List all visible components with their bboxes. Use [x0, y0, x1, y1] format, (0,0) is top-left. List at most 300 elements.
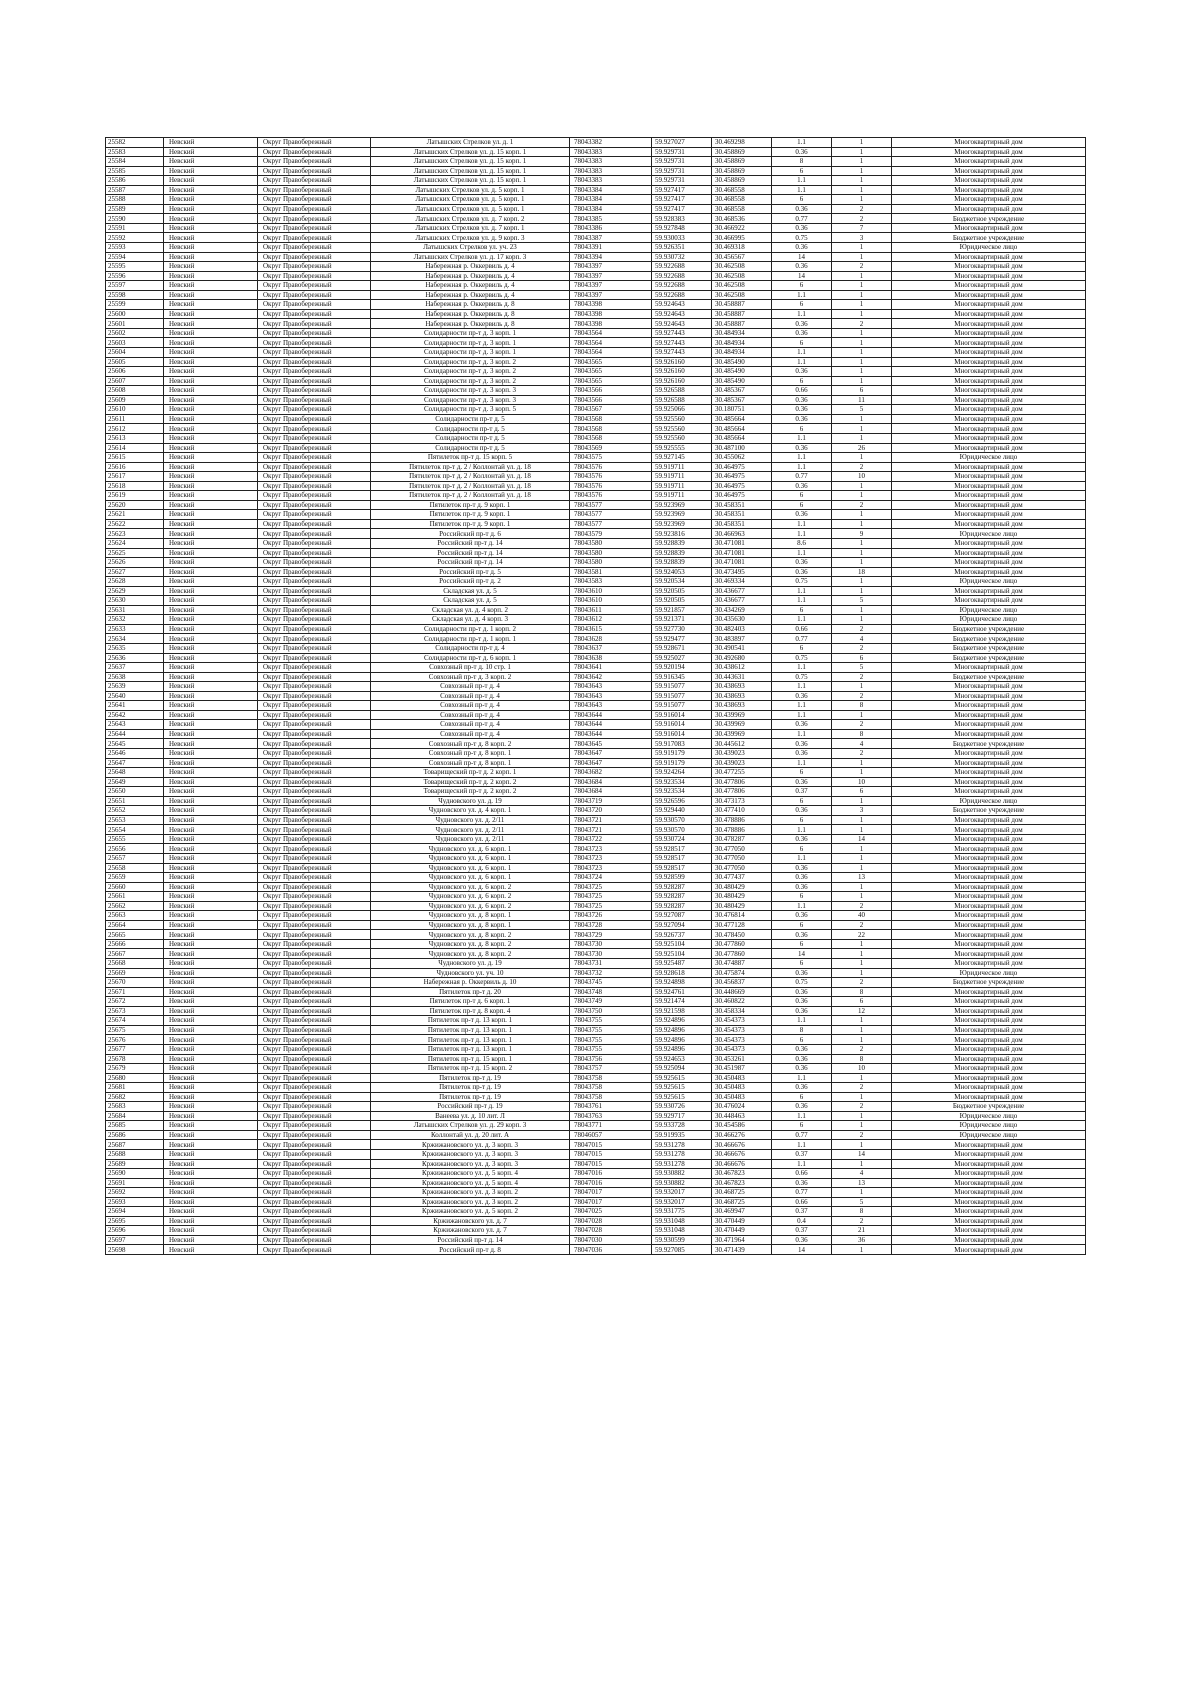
object-type-cell: Многоквартирный дом — [892, 854, 1086, 864]
object-code-cell: 78043397 — [570, 281, 652, 291]
table-row — [106, 1235, 1086, 1245]
row-number-cell: 25632 — [106, 615, 164, 625]
district-cell: Невский — [164, 949, 258, 959]
address-cell: Совхозный пр-т д. 4 — [371, 691, 570, 701]
table-row — [106, 510, 1086, 520]
municipal-okrug-cell: Округ Правобережный — [258, 643, 371, 653]
municipal-okrug-cell: Округ Правобережный — [258, 834, 371, 844]
count-cell: 4 — [832, 1169, 892, 1179]
district-cell: Невский — [164, 405, 258, 415]
latitude-cell: 59.927443 — [652, 338, 712, 348]
longitude-cell: 30.439969 — [712, 710, 772, 720]
latitude-cell: 59.924053 — [652, 567, 712, 577]
object-code-cell: 78047017 — [570, 1188, 652, 1198]
table-row — [106, 691, 1086, 701]
longitude-cell: 30.478886 — [712, 815, 772, 825]
object-code-cell: 78043564 — [570, 338, 652, 348]
object-code-cell: 78043568 — [570, 433, 652, 443]
object-code-cell: 78047015 — [570, 1140, 652, 1150]
district-cell: Невский — [164, 309, 258, 319]
longitude-cell: 30.477806 — [712, 787, 772, 797]
object-type-cell: Многоквартирный дом — [892, 176, 1086, 186]
count-cell: 2 — [832, 319, 892, 329]
capacity-cell: 0.66 — [772, 386, 832, 396]
longitude-cell: 30.468558 — [712, 185, 772, 195]
object-code-cell: 78043647 — [570, 758, 652, 768]
capacity-cell: 0.36 — [772, 739, 832, 749]
longitude-cell: 30.438693 — [712, 701, 772, 711]
capacity-cell: 0.36 — [772, 223, 832, 233]
address-cell: Совхозный пр-т д. 4 — [371, 701, 570, 711]
table-row — [106, 978, 1086, 988]
municipal-okrug-cell: Округ Правобережный — [258, 1092, 371, 1102]
table-row — [106, 1083, 1086, 1093]
object-type-cell: Многоквартирный дом — [892, 930, 1086, 940]
longitude-cell: 30.483897 — [712, 634, 772, 644]
municipal-okrug-cell: Округ Правобережный — [258, 901, 371, 911]
object-type-cell: Многоквартирный дом — [892, 538, 1086, 548]
object-type-cell: Юридическое лицо — [892, 796, 1086, 806]
object-type-cell: Многоквартирный дом — [892, 729, 1086, 739]
count-cell: 4 — [832, 634, 892, 644]
district-cell: Невский — [164, 1016, 258, 1026]
row-number-cell: 25646 — [106, 749, 164, 759]
municipal-okrug-cell: Округ Правобережный — [258, 892, 371, 902]
object-type-cell: Многоквартирный дом — [892, 825, 1086, 835]
longitude-cell: 30.458869 — [712, 157, 772, 167]
latitude-cell: 59.928839 — [652, 538, 712, 548]
address-cell: Чудновского ул. д. 6 корп. 2 — [371, 882, 570, 892]
object-code-cell: 78043565 — [570, 367, 652, 377]
table-row — [106, 1207, 1086, 1217]
municipal-okrug-cell: Округ Правобережный — [258, 1216, 371, 1226]
address-cell: Латышских Стрелков ул. д. 5 корп. 1 — [371, 185, 570, 195]
address-cell: Кржижановского ул. д. 5 корп. 4 — [371, 1178, 570, 1188]
row-number-cell: 25623 — [106, 529, 164, 539]
object-type-cell: Многоквартирный дом — [892, 682, 1086, 692]
table-row — [106, 300, 1086, 310]
district-cell: Невский — [164, 863, 258, 873]
object-type-cell: Многоквартирный дом — [892, 1235, 1086, 1245]
object-type-cell: Многоквартирный дом — [892, 959, 1086, 969]
count-cell: 2 — [832, 1130, 892, 1140]
longitude-cell: 30.484934 — [712, 328, 772, 338]
table-row — [106, 558, 1086, 568]
address-cell: Совхозный пр-т д. 3 корп. 2 — [371, 672, 570, 682]
object-type-cell: Многоквартирный дом — [892, 138, 1086, 148]
object-type-cell: Многоквартирный дом — [892, 204, 1086, 214]
municipal-okrug-cell: Округ Правобережный — [258, 624, 371, 634]
latitude-cell: 59.925615 — [652, 1092, 712, 1102]
count-cell: 5 — [832, 596, 892, 606]
capacity-cell: 1.1 — [772, 825, 832, 835]
object-type-cell: Бюджетное учреждение — [892, 1102, 1086, 1112]
longitude-cell: 30.471964 — [712, 1235, 772, 1245]
longitude-cell: 30.466963 — [712, 529, 772, 539]
longitude-cell: 30.482403 — [712, 624, 772, 634]
capacity-cell: 0.36 — [772, 405, 832, 415]
object-code-cell: 78043730 — [570, 949, 652, 959]
row-number-cell: 25630 — [106, 596, 164, 606]
count-cell: 1 — [832, 825, 892, 835]
object-type-cell: Многоквартирный дом — [892, 920, 1086, 930]
object-code-cell: 78043382 — [570, 138, 652, 148]
municipal-okrug-cell: Округ Правобережный — [258, 691, 371, 701]
longitude-cell: 30.476814 — [712, 911, 772, 921]
row-number-cell: 25653 — [106, 815, 164, 825]
object-type-cell: Многоквартирный дом — [892, 558, 1086, 568]
capacity-cell: 0.36 — [772, 1178, 832, 1188]
capacity-cell: 0.36 — [772, 319, 832, 329]
row-number-cell: 25668 — [106, 959, 164, 969]
latitude-cell: 59.925104 — [652, 939, 712, 949]
address-cell: Солидарности пр-т д. 6 корп. 1 — [371, 653, 570, 663]
object-code-cell: 78043755 — [570, 1035, 652, 1045]
longitude-cell: 30.462508 — [712, 262, 772, 272]
district-cell: Невский — [164, 1159, 258, 1169]
district-cell: Невский — [164, 997, 258, 1007]
municipal-okrug-cell: Округ Правобережный — [258, 939, 371, 949]
district-cell: Невский — [164, 357, 258, 367]
district-cell: Невский — [164, 1073, 258, 1083]
capacity-cell: 0.36 — [772, 443, 832, 453]
latitude-cell: 59.926737 — [652, 930, 712, 940]
object-type-cell: Юридическое лицо — [892, 529, 1086, 539]
district-cell: Невский — [164, 204, 258, 214]
count-cell: 1 — [832, 949, 892, 959]
row-number-cell: 25621 — [106, 510, 164, 520]
capacity-cell: 1.1 — [772, 729, 832, 739]
count-cell: 1 — [832, 558, 892, 568]
table-row — [106, 863, 1086, 873]
table-row — [106, 1197, 1086, 1207]
table-row — [106, 491, 1086, 501]
object-type-cell: Многоквартирный дом — [892, 1188, 1086, 1198]
table-row — [106, 615, 1086, 625]
longitude-cell: 30.448669 — [712, 987, 772, 997]
longitude-cell: 30.477860 — [712, 939, 772, 949]
row-number-cell: 25683 — [106, 1102, 164, 1112]
address-cell: Пятилеток пр-т д. 13 корп. 1 — [371, 1044, 570, 1054]
capacity-cell: 0.75 — [772, 653, 832, 663]
latitude-cell: 59.924761 — [652, 987, 712, 997]
longitude-cell: 30.477410 — [712, 806, 772, 816]
table-row — [106, 1245, 1086, 1255]
district-cell: Невский — [164, 1216, 258, 1226]
district-cell: Невский — [164, 930, 258, 940]
object-code-cell: 78043384 — [570, 204, 652, 214]
latitude-cell: 59.931048 — [652, 1226, 712, 1236]
capacity-cell: 0.77 — [772, 1130, 832, 1140]
row-number-cell: 25599 — [106, 300, 164, 310]
capacity-cell: 6 — [772, 424, 832, 434]
object-code-cell: 78043568 — [570, 414, 652, 424]
municipal-okrug-cell: Округ Правобережный — [258, 1178, 371, 1188]
object-type-cell: Многоквартирный дом — [892, 586, 1086, 596]
latitude-cell: 59.928618 — [652, 968, 712, 978]
capacity-cell: 6 — [772, 281, 832, 291]
row-number-cell: 25593 — [106, 243, 164, 253]
municipal-okrug-cell: Округ Правобережный — [258, 1245, 371, 1255]
capacity-cell: 14 — [772, 271, 832, 281]
object-code-cell: 78043397 — [570, 262, 652, 272]
object-type-cell: Многоквартирный дом — [892, 663, 1086, 673]
table-row — [106, 605, 1086, 615]
row-number-cell: 25609 — [106, 395, 164, 405]
table-row — [106, 500, 1086, 510]
longitude-cell: 30.451987 — [712, 1064, 772, 1074]
longitude-cell: 30.466276 — [712, 1130, 772, 1140]
object-code-cell: 78043761 — [570, 1102, 652, 1112]
longitude-cell: 30.477806 — [712, 777, 772, 787]
address-cell: Латышских Стрелков ул. д. 1 — [371, 138, 570, 148]
latitude-cell: 59.929731 — [652, 166, 712, 176]
table-row — [106, 309, 1086, 319]
address-cell: Кржижановского ул. д. 5 корп. 2 — [371, 1207, 570, 1217]
capacity-cell: 0.36 — [772, 834, 832, 844]
row-number-cell: 25625 — [106, 548, 164, 558]
latitude-cell: 59.924643 — [652, 300, 712, 310]
latitude-cell: 59.924898 — [652, 978, 712, 988]
municipal-okrug-cell: Округ Правобережный — [258, 386, 371, 396]
longitude-cell: 30.471081 — [712, 548, 772, 558]
address-cell: Пятилеток пр-т д. 2 / Коллонтай ул. д. 18 — [371, 472, 570, 482]
longitude-cell: 30.454586 — [712, 1121, 772, 1131]
longitude-cell: 30.468725 — [712, 1197, 772, 1207]
object-code-cell: 78047017 — [570, 1197, 652, 1207]
object-code-cell: 78047016 — [570, 1169, 652, 1179]
longitude-cell: 30.438612 — [712, 663, 772, 673]
table-row — [106, 472, 1086, 482]
capacity-cell: 1.1 — [772, 596, 832, 606]
address-cell: Латышских Стрелков ул. д. 29 корп. 3 — [371, 1121, 570, 1131]
latitude-cell: 59.927730 — [652, 624, 712, 634]
longitude-cell: 30.477860 — [712, 949, 772, 959]
object-type-cell: Юридическое лицо — [892, 577, 1086, 587]
object-code-cell: 78043725 — [570, 892, 652, 902]
district-cell: Невский — [164, 1054, 258, 1064]
address-cell: Российский пр-т д. 14 — [371, 558, 570, 568]
address-cell: Пятилеток пр-т д. 2 / Коллонтай ул. д. 18 — [371, 462, 570, 472]
capacity-cell: 0.36 — [772, 968, 832, 978]
count-cell: 1 — [832, 758, 892, 768]
object-code-cell: 78043719 — [570, 796, 652, 806]
longitude-cell: 30.466676 — [712, 1149, 772, 1159]
longitude-cell: 30.478886 — [712, 825, 772, 835]
row-number-cell: 25696 — [106, 1226, 164, 1236]
district-cell: Невский — [164, 433, 258, 443]
municipal-okrug-cell: Округ Правобережный — [258, 605, 371, 615]
table-row — [106, 214, 1086, 224]
row-number-cell: 25695 — [106, 1216, 164, 1226]
longitude-cell: 30.477128 — [712, 920, 772, 930]
capacity-cell: 0.36 — [772, 749, 832, 759]
count-cell: 1 — [832, 376, 892, 386]
count-cell: 1 — [832, 968, 892, 978]
district-cell: Невский — [164, 176, 258, 186]
address-cell: Чудновского ул. д. 2/11 — [371, 834, 570, 844]
district-cell: Невский — [164, 481, 258, 491]
district-cell: Невский — [164, 1111, 258, 1121]
object-code-cell: 78047028 — [570, 1226, 652, 1236]
district-cell: Невский — [164, 720, 258, 730]
latitude-cell: 59.927027 — [652, 138, 712, 148]
address-cell: Чудновского ул. д. 4 корп. 1 — [371, 806, 570, 816]
capacity-cell: 1.1 — [772, 453, 832, 463]
table-row — [106, 376, 1086, 386]
count-cell: 1 — [832, 1092, 892, 1102]
latitude-cell: 59.928383 — [652, 214, 712, 224]
row-number-cell: 25648 — [106, 768, 164, 778]
address-cell: Солидарности пр-т д. 4 — [371, 643, 570, 653]
address-cell: Пятилеток пр-т д. 9 корп. 1 — [371, 519, 570, 529]
capacity-cell: 1.1 — [772, 854, 832, 864]
capacity-cell: 0.36 — [772, 1054, 832, 1064]
capacity-cell: 1.1 — [772, 1159, 832, 1169]
object-type-cell: Многоквартирный дом — [892, 386, 1086, 396]
district-cell: Невский — [164, 768, 258, 778]
object-code-cell: 78047015 — [570, 1159, 652, 1169]
table-row — [106, 1044, 1086, 1054]
capacity-cell: 6 — [772, 1121, 832, 1131]
row-number-cell: 25682 — [106, 1092, 164, 1102]
capacity-cell: 6 — [772, 815, 832, 825]
latitude-cell: 59.923969 — [652, 500, 712, 510]
district-cell: Невский — [164, 1188, 258, 1198]
row-number-cell: 25629 — [106, 586, 164, 596]
latitude-cell: 59.917083 — [652, 739, 712, 749]
row-number-cell: 25680 — [106, 1073, 164, 1083]
count-cell: 5 — [832, 663, 892, 673]
object-type-cell: Многоквартирный дом — [892, 1073, 1086, 1083]
row-number-cell: 25612 — [106, 424, 164, 434]
object-type-cell: Многоквартирный дом — [892, 1054, 1086, 1064]
object-code-cell: 78043643 — [570, 701, 652, 711]
table-row — [106, 882, 1086, 892]
longitude-cell: 30.435630 — [712, 615, 772, 625]
row-number-cell: 25647 — [106, 758, 164, 768]
object-code-cell: 78043726 — [570, 911, 652, 921]
count-cell: 1 — [832, 1140, 892, 1150]
latitude-cell: 59.930599 — [652, 1235, 712, 1245]
longitude-cell: 30.467823 — [712, 1178, 772, 1188]
longitude-cell: 30.468558 — [712, 195, 772, 205]
address-cell: Набережная р. Оккервиль д. 4 — [371, 290, 570, 300]
municipal-okrug-cell: Округ Правобережный — [258, 558, 371, 568]
count-cell: 2 — [832, 691, 892, 701]
object-type-cell: Бюджетное учреждение — [892, 643, 1086, 653]
district-cell: Невский — [164, 1178, 258, 1188]
count-cell: 1 — [832, 510, 892, 520]
object-code-cell: 78043398 — [570, 309, 652, 319]
capacity-cell: 0.36 — [772, 691, 832, 701]
district-cell: Невский — [164, 1245, 258, 1255]
object-type-cell: Многоквартирный дом — [892, 1035, 1086, 1045]
district-cell: Невский — [164, 672, 258, 682]
table-row — [106, 796, 1086, 806]
district-cell: Невский — [164, 758, 258, 768]
latitude-cell: 59.926588 — [652, 386, 712, 396]
count-cell: 1 — [832, 1245, 892, 1255]
municipal-okrug-cell: Округ Правобережный — [258, 195, 371, 205]
latitude-cell: 59.924643 — [652, 319, 712, 329]
table-row — [106, 930, 1086, 940]
address-cell: Солидарности пр-т д. 5 — [371, 424, 570, 434]
longitude-cell: 30.462508 — [712, 290, 772, 300]
row-number-cell: 25587 — [106, 185, 164, 195]
table-row — [106, 233, 1086, 243]
address-cell: Набережная р. Оккервиль д. 4 — [371, 271, 570, 281]
district-cell: Невский — [164, 386, 258, 396]
capacity-cell: 1.1 — [772, 1111, 832, 1121]
capacity-cell: 0.36 — [772, 328, 832, 338]
count-cell: 1 — [832, 1159, 892, 1169]
row-number-cell: 25638 — [106, 672, 164, 682]
table-row — [106, 538, 1086, 548]
table-row — [106, 290, 1086, 300]
capacity-cell: 0.37 — [772, 787, 832, 797]
district-cell: Невский — [164, 1169, 258, 1179]
table-row — [106, 1073, 1086, 1083]
address-cell: Чудновского ул. д. 8 корп. 2 — [371, 930, 570, 940]
longitude-cell: 30.484934 — [712, 348, 772, 358]
address-cell: Пятилеток пр-т д. 6 корп. 1 — [371, 997, 570, 1007]
capacity-cell: 0.37 — [772, 1149, 832, 1159]
capacity-cell: 1.1 — [772, 901, 832, 911]
count-cell: 5 — [832, 1197, 892, 1207]
row-number-cell: 25652 — [106, 806, 164, 816]
object-code-cell: 78043628 — [570, 634, 652, 644]
count-cell: 1 — [832, 309, 892, 319]
object-type-cell: Многоквартирный дом — [892, 1159, 1086, 1169]
row-number-cell: 25610 — [106, 405, 164, 415]
object-code-cell: 78043383 — [570, 157, 652, 167]
district-cell: Невский — [164, 157, 258, 167]
count-cell: 1 — [832, 1025, 892, 1035]
municipal-okrug-cell: Округ Правобережный — [258, 1102, 371, 1112]
longitude-cell: 30.448463 — [712, 1111, 772, 1121]
capacity-cell: 6 — [772, 500, 832, 510]
object-type-cell: Многоквартирный дом — [892, 1216, 1086, 1226]
capacity-cell: 8 — [772, 157, 832, 167]
count-cell: 8 — [832, 701, 892, 711]
count-cell: 1 — [832, 290, 892, 300]
table-row — [106, 624, 1086, 634]
municipal-okrug-cell: Округ Правобережный — [258, 1016, 371, 1026]
row-number-cell: 25655 — [106, 834, 164, 844]
object-type-cell: Многоквартирный дом — [892, 157, 1086, 167]
district-cell: Невский — [164, 615, 258, 625]
municipal-okrug-cell: Округ Правобережный — [258, 500, 371, 510]
capacity-cell: 0.66 — [772, 624, 832, 634]
capacity-cell: 0.36 — [772, 204, 832, 214]
count-cell: 1 — [832, 844, 892, 854]
count-cell: 2 — [832, 643, 892, 653]
municipal-okrug-cell: Округ Правобережный — [258, 252, 371, 262]
object-code-cell: 78043720 — [570, 806, 652, 816]
address-cell: Пятилеток пр-т д. 13 корп. 1 — [371, 1016, 570, 1026]
capacity-cell: 6 — [772, 376, 832, 386]
capacity-cell: 0.36 — [772, 930, 832, 940]
address-cell: Пятилеток пр-т д. 9 корп. 1 — [371, 510, 570, 520]
municipal-okrug-cell: Округ Правобережный — [258, 233, 371, 243]
object-code-cell: 78047030 — [570, 1235, 652, 1245]
district-cell: Невский — [164, 968, 258, 978]
row-number-cell: 25670 — [106, 978, 164, 988]
table-body — [106, 138, 1086, 1255]
municipal-okrug-cell: Округ Правобережный — [258, 405, 371, 415]
object-type-cell: Многоквартирный дом — [892, 1016, 1086, 1026]
